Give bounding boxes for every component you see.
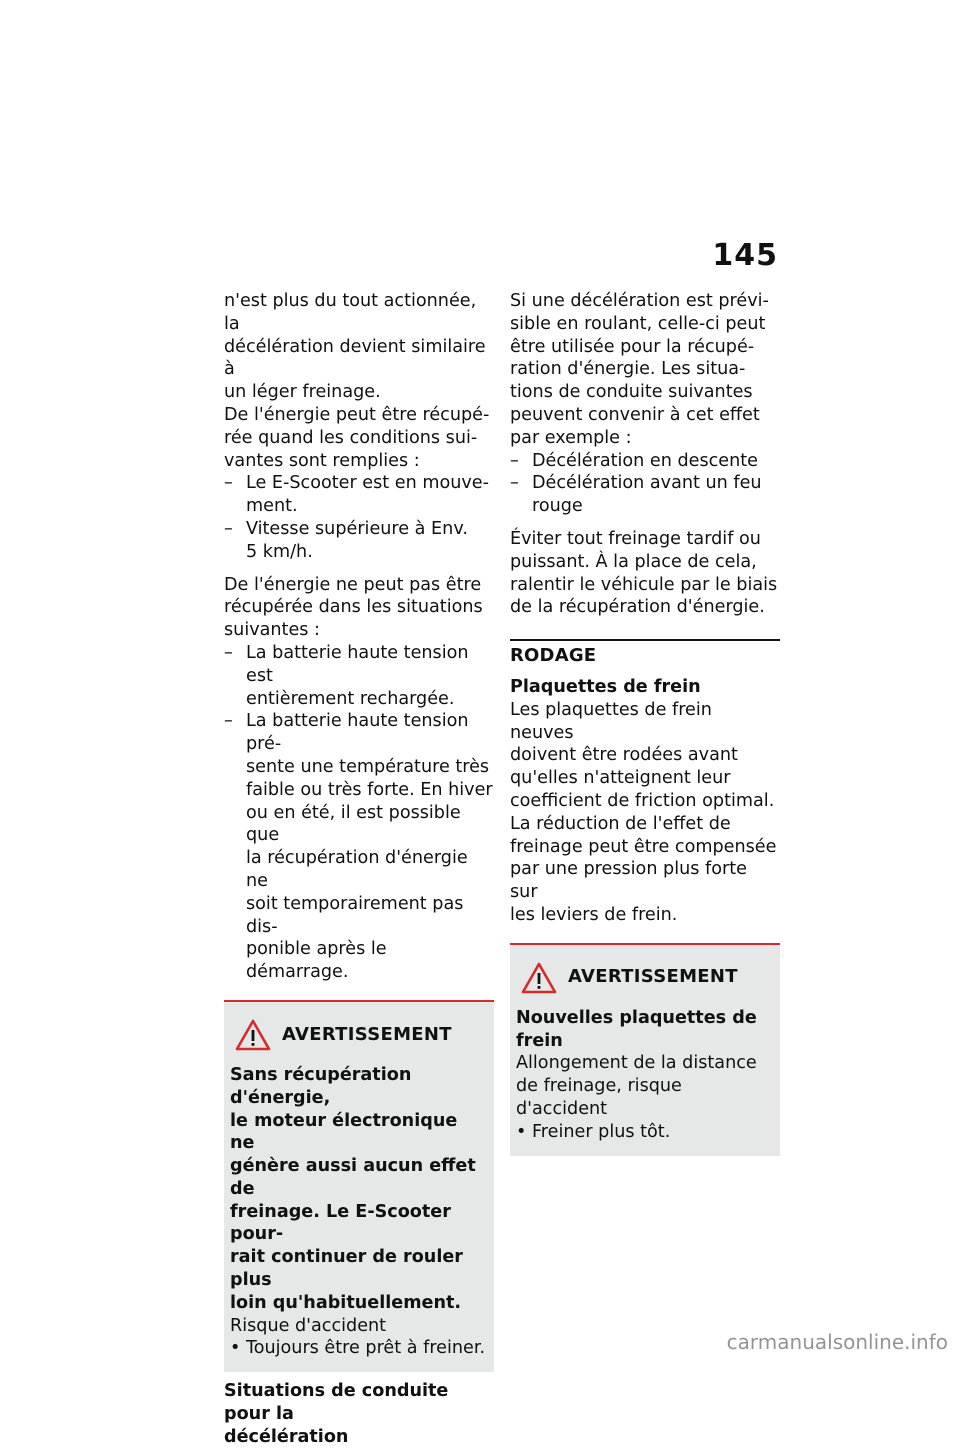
warning-header [520,961,772,995]
recovery-conditions-list [224,472,494,563]
warning-body-text: Allongement de la distance de freinage, risque d'accident [516,1053,757,1119]
warning-bold-text: Sans récupération d'énergie, le moteur électronique ne génère aussi aucun effet de freinage. Le E-Scooter pour- rait continuer de rouler plus loin qu'habituellement. [230,1064,476,1313]
warning-risk: Risque d'accident [230,1315,387,1336]
warning-title: AVERTISSEMENT [282,1023,452,1045]
warning-bold-text: Nouvelles plaquettes de frein [516,1007,757,1051]
left-column [224,290,494,1449]
no-recovery-list [224,642,494,984]
list-item: – Décélération en descente [510,450,780,473]
page-number: 145 [712,238,778,273]
recovery-paragraph: De l'énergie peut être récupé- rée quand les conditions sui- vantes sont remplies : [224,404,490,471]
warning-triangle-icon [234,1018,272,1052]
warning-triangle-icon [520,961,558,995]
list-item: – Décélération avant un feu rouge [510,472,780,518]
warning-header [234,1018,486,1052]
warning-title: AVERTISSEMENT [568,966,738,988]
brake-pads-paragraph: Les plaquettes de frein neuves doivent être rodées avant qu'elles n'atteignent leur coefficient de friction optimal. La réduction de l'effet de freinage peut être compensée par une pression plus forte sur les leviers de frein. [510,699,777,925]
intro-paragraph: n'est plus du tout actionnée, la décélération devient similaire à un léger freinage. [224,291,486,403]
warning-action: • Toujours être prêt à freiner. [230,1338,486,1359]
advice-paragraph: Éviter tout freinage tardif ou puissant. À la place de cela, ralentir le véhicule par le biais de la récupération d'énergie. [510,528,778,618]
section-title-rodage: RODAGE [510,639,780,668]
list-item: – Le E-Scooter est en mouve- ment. [224,472,494,518]
right-column [510,290,780,1156]
list-item: – Vitesse supérieure à Env. 5 km/h. [224,518,494,564]
subsection-title: Plaquettes de frein [510,676,701,697]
list-item: – La batterie haute tension pré- sente une température très faible ou très forte. En hiver ou en été, il est possible que la récupération d'énergie ne soit temporairement pas dis- ponible après le démarrage. [224,710,494,984]
list-item: – La batterie haute tension est entièrement rechargée. [224,642,494,710]
no-recovery-paragraph: De l'énergie ne peut pas être récupérée dans les situations suivantes : [224,574,483,641]
watermark: carmanualsonline.info [726,1330,948,1354]
examples-list [510,450,780,518]
warning-action: • Freiner plus tôt. [516,1121,671,1142]
subheading-deceleration: Situations de conduite pour la décélération [224,1381,449,1447]
warning-box [224,1000,494,1372]
warning-box [510,943,780,1156]
deceleration-intro: Si une décélération est prévi- sible en roulant, celle-ci peut être utilisée pour la récupé- ration d'énergie. Les situa- tions de conduite suivantes peuvent convenir à cet effet par exemple : [510,291,769,448]
